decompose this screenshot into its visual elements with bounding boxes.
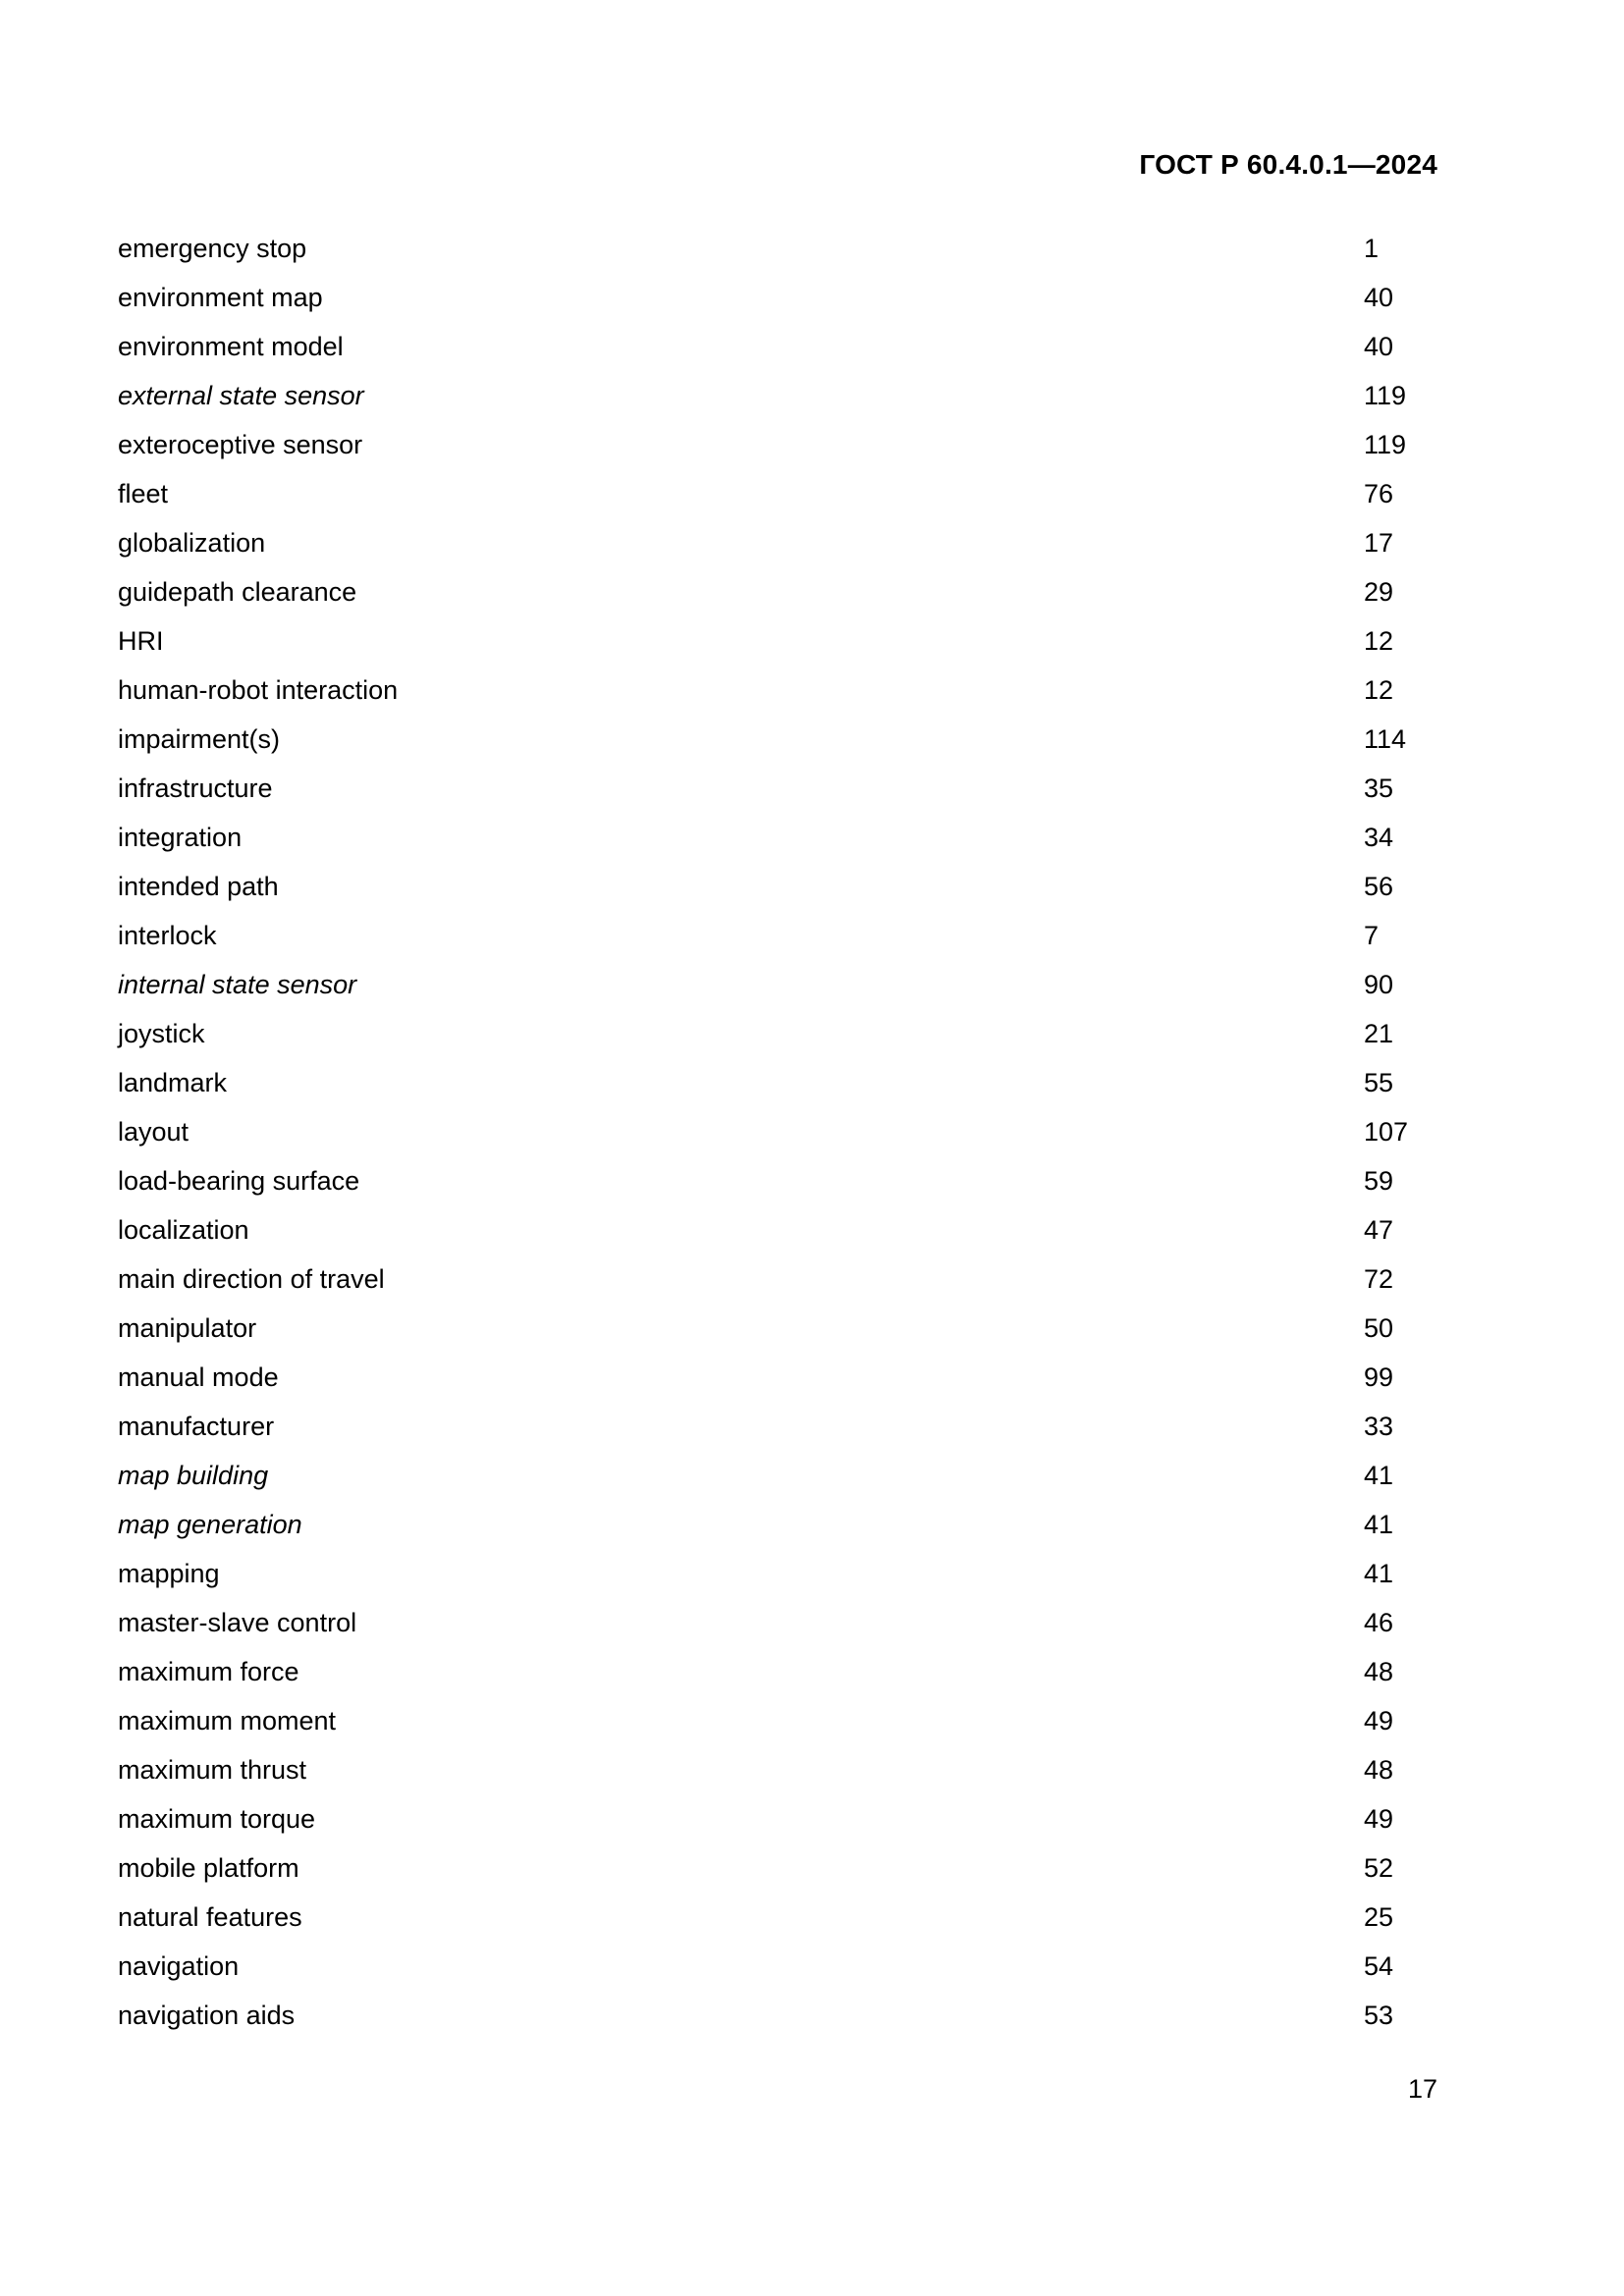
index-term: HRI [118, 626, 164, 656]
index-term: human-robot interaction [118, 675, 399, 705]
index-page-ref: 40 [1364, 332, 1394, 361]
index-entry [118, 1706, 1437, 1755]
index-page-ref: 114 [1364, 724, 1407, 754]
index-page-ref: 47 [1364, 1215, 1394, 1245]
index-entry [118, 381, 1437, 430]
index-term: layout [118, 1117, 189, 1147]
index-page-ref: 99 [1364, 1362, 1394, 1392]
index-page-ref: 12 [1364, 626, 1394, 656]
index-page-ref: 40 [1364, 283, 1394, 312]
index-list [118, 234, 1437, 2050]
index-term: intended path [118, 872, 279, 901]
index-term: navigation aids [118, 2001, 296, 2030]
index-term: external state sensor [118, 381, 364, 410]
index-entry [118, 1117, 1437, 1166]
index-entry [118, 1264, 1437, 1313]
index-entry [118, 1608, 1437, 1657]
index-entry [118, 2001, 1437, 2050]
index-term: infrastructure [118, 774, 273, 803]
index-page-ref: 90 [1364, 970, 1394, 999]
page-number: 17 [1407, 2074, 1437, 2104]
index-entry [118, 234, 1437, 283]
index-page-ref: 21 [1364, 1019, 1394, 1048]
index-term: load-bearing surface [118, 1166, 360, 1196]
index-entry [118, 1657, 1437, 1706]
index-term: impairment(s) [118, 724, 281, 754]
index-entry [118, 332, 1437, 381]
index-page-ref: 25 [1364, 1902, 1394, 1932]
index-term: manual mode [118, 1362, 279, 1392]
index-term: integration [118, 823, 243, 852]
index-entry [118, 1853, 1437, 1902]
index-page-ref: 17 [1364, 528, 1394, 558]
index-term: globalization [118, 528, 266, 558]
index-page-ref: 48 [1364, 1755, 1394, 1785]
index-term: guidepath clearance [118, 577, 357, 607]
index-entry [118, 528, 1437, 577]
index-term: interlock [118, 921, 217, 950]
index-page-ref: 49 [1364, 1706, 1394, 1735]
index-term: navigation [118, 1951, 240, 1981]
index-page-ref: 7 [1364, 921, 1380, 950]
index-term: joystick [118, 1019, 205, 1048]
index-term: natural features [118, 1902, 302, 1932]
index-term: map building [118, 1461, 269, 1490]
index-term: internal state sensor [118, 970, 357, 999]
index-entry [118, 1902, 1437, 1951]
index-term: environment map [118, 283, 323, 312]
index-entry [118, 1559, 1437, 1608]
index-entry [118, 970, 1437, 1019]
index-page-ref: 54 [1364, 1951, 1394, 1981]
index-entry [118, 1510, 1437, 1559]
index-term: master-slave control [118, 1608, 357, 1637]
index-entry [118, 872, 1437, 921]
index-entry [118, 774, 1437, 823]
index-page-ref: 41 [1364, 1559, 1394, 1588]
index-entry [118, 1362, 1437, 1412]
standard-number-header: ГОСТ Р 60.4.0.1—2024 [1139, 149, 1437, 180]
index-entry [118, 1804, 1437, 1853]
index-page-ref: 55 [1364, 1068, 1394, 1097]
index-page-ref: 72 [1364, 1264, 1394, 1294]
index-page-ref: 53 [1364, 2001, 1394, 2030]
index-page-ref: 76 [1364, 479, 1394, 508]
index-term: emergency stop [118, 234, 307, 263]
index-entry [118, 1068, 1437, 1117]
index-page-ref: 29 [1364, 577, 1394, 607]
index-term: localization [118, 1215, 249, 1245]
index-term: exteroceptive sensor [118, 430, 363, 459]
index-entry [118, 430, 1437, 479]
index-entry [118, 479, 1437, 528]
index-page-ref: 41 [1364, 1510, 1394, 1539]
index-term: maximum torque [118, 1804, 316, 1834]
index-entry [118, 1166, 1437, 1215]
index-entry [118, 1755, 1437, 1804]
index-entry [118, 921, 1437, 970]
index-page-ref: 35 [1364, 774, 1394, 803]
index-page-ref: 49 [1364, 1804, 1394, 1834]
index-page-ref: 52 [1364, 1853, 1394, 1883]
index-term: map generation [118, 1510, 302, 1539]
index-page-ref: 119 [1364, 430, 1407, 459]
index-entry [118, 823, 1437, 872]
index-entry [118, 1461, 1437, 1510]
index-term: fleet [118, 479, 169, 508]
index-page-ref: 12 [1364, 675, 1394, 705]
index-page-ref: 119 [1364, 381, 1407, 410]
index-term: mobile platform [118, 1853, 299, 1883]
index-term: manipulator [118, 1313, 257, 1343]
index-page-ref: 41 [1364, 1461, 1394, 1490]
index-term: maximum moment [118, 1706, 337, 1735]
index-term: environment model [118, 332, 344, 361]
index-entry [118, 1951, 1437, 2001]
index-page-ref: 50 [1364, 1313, 1394, 1343]
index-page-ref: 1 [1364, 234, 1380, 263]
index-entry [118, 577, 1437, 626]
index-entry [118, 1215, 1437, 1264]
index-term: maximum thrust [118, 1755, 307, 1785]
index-page-ref: 56 [1364, 872, 1394, 901]
index-entry [118, 724, 1437, 774]
index-page-ref: 46 [1364, 1608, 1394, 1637]
index-entry [118, 1019, 1437, 1068]
index-term: manufacturer [118, 1412, 275, 1441]
index-term: mapping [118, 1559, 220, 1588]
index-page-ref: 33 [1364, 1412, 1394, 1441]
index-entry [118, 1313, 1437, 1362]
index-entry [118, 283, 1437, 332]
index-term: main direction of travel [118, 1264, 385, 1294]
index-entry [118, 675, 1437, 724]
index-page-ref: 107 [1364, 1117, 1409, 1147]
index-page-ref: 48 [1364, 1657, 1394, 1686]
index-entry [118, 626, 1437, 675]
index-term: landmark [118, 1068, 228, 1097]
index-page-ref: 34 [1364, 823, 1394, 852]
index-entry [118, 1412, 1437, 1461]
index-term: maximum force [118, 1657, 299, 1686]
index-page-ref: 59 [1364, 1166, 1394, 1196]
